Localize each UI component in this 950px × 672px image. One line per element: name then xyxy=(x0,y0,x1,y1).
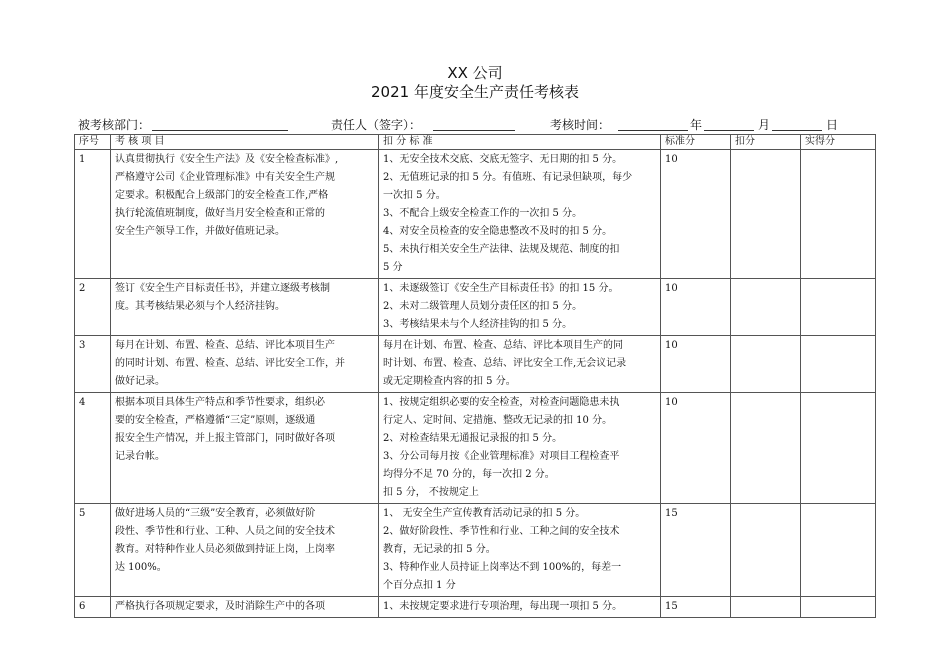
form-meta-line xyxy=(78,117,878,135)
standard-score: 10 xyxy=(661,336,731,393)
deduction-cell[interactable] xyxy=(731,279,801,336)
assessment-item-line: 严格执行各项规定要求，及时消除生产中的各项 xyxy=(115,601,325,612)
deduction-cell[interactable] xyxy=(731,504,801,597)
assessment-item-line: 度。其考核结果必须与个人经济挂钩。 xyxy=(115,301,285,312)
row-number: 4 xyxy=(75,393,111,504)
header-item: 考 核 项 目 xyxy=(111,135,379,150)
deduction-criteria-line: 个百分点扣 1 分 xyxy=(383,580,456,591)
deduction-criteria-line: 2、未对二级管理人员划分责任区的扣 5 分。 xyxy=(383,301,583,312)
assessment-item xyxy=(111,597,379,618)
deduction-criteria-line: 3、分公司每月按《企业管理标准》对项目工程检查平 xyxy=(383,451,620,462)
deduction-cell[interactable] xyxy=(731,336,801,393)
assessment-item-line: 根据本项目具体生产特点和季节性要求，组织必 xyxy=(115,397,325,408)
assessment-item-line: 执行轮流值班制度，做好当月安全检查和正常的 xyxy=(115,208,325,219)
standard-score: 15 xyxy=(661,597,731,618)
deduction-criteria xyxy=(379,336,661,393)
deduction-criteria xyxy=(379,504,661,597)
day-label: 日 xyxy=(826,118,839,132)
row-number: 2 xyxy=(75,279,111,336)
dept-label: 被考核部门： xyxy=(78,118,151,132)
assessment-item-line: 的同时计划、布置、检查、总结、评比安全工作，并 xyxy=(115,358,345,369)
deduction-criteria xyxy=(379,597,661,618)
deduction-criteria-line: 一次扣 5 分。 xyxy=(383,190,446,201)
actual-score-cell[interactable] xyxy=(801,336,876,393)
assessment-item-line: 做好记录。 xyxy=(115,376,165,387)
standard-score: 10 xyxy=(661,279,731,336)
assessment-item-line: 定要求。积极配合上级部门的安全检查工作,严格 xyxy=(115,190,329,201)
header-no: 序号 xyxy=(75,135,111,150)
year-label: 年 xyxy=(690,118,703,132)
row-number: 6 xyxy=(75,597,111,618)
assessment-item-line: 严格遵守公司《企业管理标准》中有关安全生产规 xyxy=(115,172,335,183)
actual-score-cell[interactable] xyxy=(801,150,876,279)
table-row xyxy=(75,279,876,336)
assessment-item-line: 签订《安全生产目标责任书》，并建立逐级考核制 xyxy=(115,283,330,294)
deduction-criteria-line: 1、无安全技术交底、交底无签字、无日期的扣 5 分。 xyxy=(383,154,623,165)
deduction-criteria-line: 1、未按规定要求进行专项治理，每出现一项扣 5 分。 xyxy=(383,601,623,612)
assessment-item xyxy=(111,393,379,504)
person-label: 责任人（签字）： xyxy=(331,118,422,132)
assessment-table xyxy=(74,134,876,618)
deduction-criteria-line: 时计划、布置、检查、总结、评比安全工作,无会议记录 xyxy=(383,358,627,369)
deduction-criteria-line: 扣 5 分， 不按规定上 xyxy=(383,487,479,498)
deduction-criteria-line: 1、未逐级签订《安全生产目标责任书》的扣 15 分。 xyxy=(383,283,619,294)
assessment-item xyxy=(111,150,379,279)
row-number: 3 xyxy=(75,336,111,393)
deduction-criteria-line: 行定人、定时间、定措施、整改无记录的扣 10 分。 xyxy=(383,415,613,426)
actual-score-cell[interactable] xyxy=(801,597,876,618)
deduction-cell[interactable] xyxy=(731,150,801,279)
assessment-item-line: 教育。对特种作业人员必须做到持证上岗，上岗率 xyxy=(115,544,335,555)
assessment-item-line: 做好进场人员的“三级”安全教育，必须做好阶 xyxy=(115,508,316,519)
assessment-item-line: 记录台帐。 xyxy=(115,451,165,462)
header-criteria: 扣 分 标 准 xyxy=(379,135,661,150)
deduction-criteria-line: 3、考核结果未与个人经济挂钩的扣 5 分。 xyxy=(383,319,573,330)
deduction-criteria-line: 1、 无安全生产宣传教育活动记录的扣 5 分。 xyxy=(383,508,586,519)
standard-score: 10 xyxy=(661,150,731,279)
table-row xyxy=(75,597,876,618)
deduction-criteria-line: 2、做好阶段性、季节性和行业、工种之间的安全技术 xyxy=(383,526,620,537)
time-label: 考核时间： xyxy=(550,118,611,132)
table-row xyxy=(75,393,876,504)
form-title: 2021 年度安全生产责任考核表 xyxy=(371,83,579,101)
deduction-criteria-line: 或无定期检查内容的扣 5 分。 xyxy=(383,376,516,387)
deduction-criteria-line: 2、对检查结果无通报记录报的扣 5 分。 xyxy=(383,433,563,444)
deduction-cell[interactable] xyxy=(731,393,801,504)
deduction-cell[interactable] xyxy=(731,597,801,618)
assessment-item-line: 每月在计划、布置、检查、总结、评比本项目生产 xyxy=(115,340,335,351)
assessment-item xyxy=(111,336,379,393)
table-row xyxy=(75,150,876,279)
assessment-item-line: 报安全生产情况，并上报主管部门，同时做好各项 xyxy=(115,433,335,444)
table-row xyxy=(75,336,876,393)
assessment-item-line: 段性、季节性和行业、工种、人员之间的安全技术 xyxy=(115,526,335,537)
deduction-criteria-line: 3、不配合上级安全检查工作的一次扣 5 分。 xyxy=(383,208,583,219)
month-label: 月 xyxy=(758,118,771,132)
deduction-criteria-line: 1、按规定组织必要的安全检查，对检查问题隐患未执 xyxy=(383,397,620,408)
deduction-criteria-line: 教育，无记录的扣 5 分。 xyxy=(383,544,496,555)
deduction-criteria-line: 2、无值班记录的扣 5 分。有值班、有记录但缺项，每少 xyxy=(383,172,633,183)
actual-score-cell[interactable] xyxy=(801,279,876,336)
deduction-criteria-line: 4、对安全员检查的安全隐患整改不及时的扣 5 分。 xyxy=(383,226,613,237)
deduction-criteria-line: 3、特种作业人员持证上岗率达不到 100%的，每差一 xyxy=(383,562,622,573)
company-title: XX 公司 xyxy=(447,64,503,82)
deduction-criteria xyxy=(379,393,661,504)
deduction-criteria-line: 每月在计划、布置、检查、总结、评比本项目生产的同 xyxy=(383,340,623,351)
deduction-criteria xyxy=(379,279,661,336)
row-number: 1 xyxy=(75,150,111,279)
header-standard: 标准分 xyxy=(661,135,731,150)
deduction-criteria-line: 均得分不足 70 分的，每一次扣 2 分。 xyxy=(383,469,555,480)
row-number: 5 xyxy=(75,504,111,597)
header-deduct: 扣分 xyxy=(731,135,801,150)
assessment-item xyxy=(111,279,379,336)
assessment-item-line: 达 100%。 xyxy=(115,562,167,573)
assessment-item-line: 安全生产领导工作，并做好值班记录。 xyxy=(115,226,285,237)
header-actual: 实得分 xyxy=(801,135,876,150)
standard-score: 10 xyxy=(661,393,731,504)
actual-score-cell[interactable] xyxy=(801,393,876,504)
table-row xyxy=(75,504,876,597)
assessment-item-line: 要的安全检查，严格遵循“三定”原则，逐级通 xyxy=(115,415,316,426)
actual-score-cell[interactable] xyxy=(801,504,876,597)
deduction-criteria-line: 5、未执行相关安全生产法律、法规及规范、制度的扣 xyxy=(383,244,620,255)
deduction-criteria xyxy=(379,150,661,279)
assessment-item-line: 认真贯彻执行《安全生产法》及《安全检查标准》, xyxy=(115,154,339,165)
table-header-row xyxy=(75,135,876,150)
assessment-item xyxy=(111,504,379,597)
standard-score: 15 xyxy=(661,504,731,597)
deduction-criteria-line: 5 分 xyxy=(383,262,403,273)
